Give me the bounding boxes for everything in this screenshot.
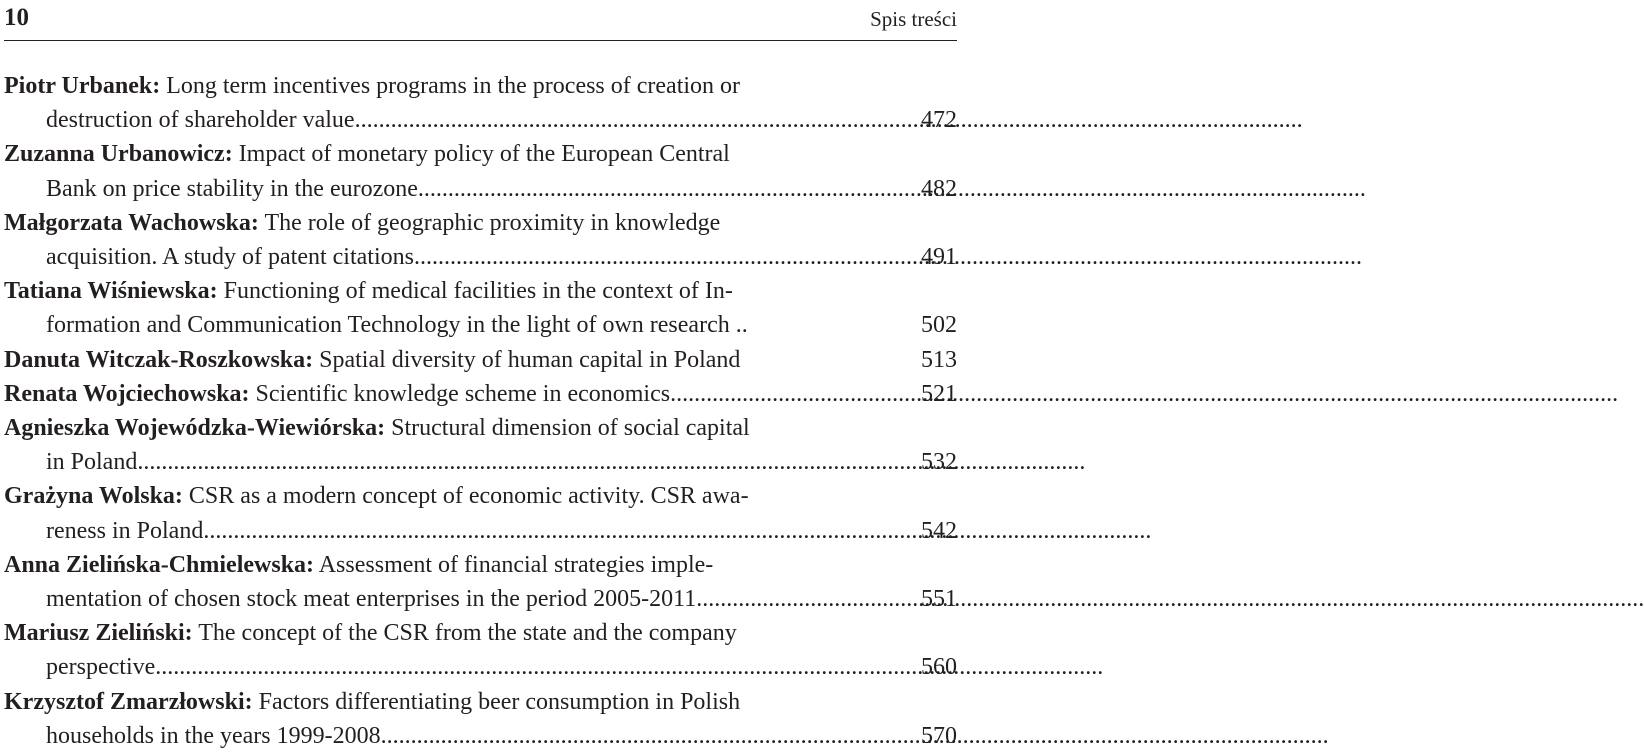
toc-line [4,137,957,171]
toc-author: Zuzanna Urbanowicz: [4,141,233,168]
toc-page-number: 491 [921,244,957,271]
toc-line [4,206,957,240]
toc-title-continued: acquisition. A study of patent citations [46,244,414,271]
toc-title: The role of geographic proximity in knowledge [258,209,721,236]
toc-line [4,582,957,616]
toc-title-continued: perspective [46,654,156,681]
toc-title-continued: mentation of chosen stock meat enterprises in the period 2005-2011 [46,586,697,613]
toc-page-number: 521 [921,380,957,407]
toc-line [4,616,957,650]
toc-entry [4,206,957,274]
toc-entry [4,616,957,684]
toc-page-number: 472 [921,107,957,134]
toc-title: Structural dimension of social capital [385,415,750,442]
toc-title: CSR as a modern concept of economic activity. CSR awa- [182,483,749,510]
toc-page-number: 551 [921,586,957,613]
toc-title-continued: destruction of shareholder value [46,107,355,134]
toc-entry [4,685,957,753]
toc-entry [4,377,957,411]
toc-line [4,172,957,206]
page-number: 10 [4,4,29,31]
leader-dots [355,103,880,137]
toc-title: Impact of monetary policy of the European Central [232,141,730,168]
toc-page-number: 560 [921,654,957,681]
toc-line [4,479,957,513]
toc-line [4,411,957,445]
toc-entry [4,69,957,137]
leader-dots [696,582,880,616]
toc-author: Danuta Witczak-Roszkowska: [4,346,314,373]
leader-dots [414,240,880,274]
toc-title: Spatial diversity of human capital in Poland [313,346,741,373]
toc-entry [4,274,957,342]
toc-author: Mariusz Zieliński: [4,620,193,647]
toc-author: Małgorzata Wachowska: [4,209,259,236]
toc-line [4,103,957,137]
table-of-contents [4,69,957,753]
toc-title-continued: households in the years 1999-2008 [46,722,381,749]
toc-line [4,377,957,411]
toc-line [4,308,957,342]
toc-entry [4,343,957,377]
toc-page-number: 532 [921,449,957,476]
toc-line [4,719,957,753]
toc-title: Scientific knowledge scheme in economics [249,380,671,407]
toc-entry [4,548,957,616]
toc-line [4,274,957,308]
toc-line [4,240,957,274]
toc-author: Tatiana Wiśniewska: [4,278,218,305]
toc-title: Factors differentiating beer consumption in Polish [252,688,741,715]
toc-title: Assessment of financial strategies imple- [314,551,714,578]
toc-author: Anna Zielińska-Chmielewska: [4,551,315,578]
leader-dots [418,172,880,206]
toc-title-continued: formation and Communication Technology in the light of own research .. [46,312,748,339]
leader-dots [670,377,880,411]
toc-line [4,514,957,548]
toc-author: Piotr Urbanek: [4,73,161,99]
toc-author: Renata Wojciechowska: [4,380,250,407]
toc-title-continued: in Poland [46,449,138,476]
toc-line [4,69,957,103]
toc-line [4,685,957,719]
toc-title: Functioning of medical facilities in the context of In- [217,278,733,305]
toc-line [4,548,957,582]
toc-page-number: 542 [921,517,957,544]
toc-page-number: 570 [921,722,957,749]
leader-dots [137,445,880,479]
toc-title: The concept of the CSR from the state and the company [192,620,737,647]
toc-author: Agnieszka Wojewódzka-Wiewiórska: [4,415,386,442]
toc-title-continued: reness in Poland [46,517,204,544]
toc-page-number: 513 [921,346,957,373]
toc-author: Krzysztof Zmarzłowski: [4,688,253,715]
leader-dots [155,650,880,684]
running-head: Spis treści [870,7,957,31]
toc-title-continued: Bank on price stability in the eurozone [46,175,418,202]
leader-dots [203,514,880,548]
toc-page-number: 482 [921,175,957,202]
toc-page-number: 502 [921,312,957,339]
toc-line [4,650,957,684]
page-header [4,0,957,41]
toc-line [4,343,957,377]
toc-author: Grażyna Wolska: [4,483,183,510]
toc-entry [4,137,957,205]
toc-entry [4,479,957,547]
leader-dots [381,719,880,753]
toc-entry [4,411,957,479]
toc-title: Long term incentives programs in the process of creation or [160,73,741,99]
toc-line [4,445,957,479]
